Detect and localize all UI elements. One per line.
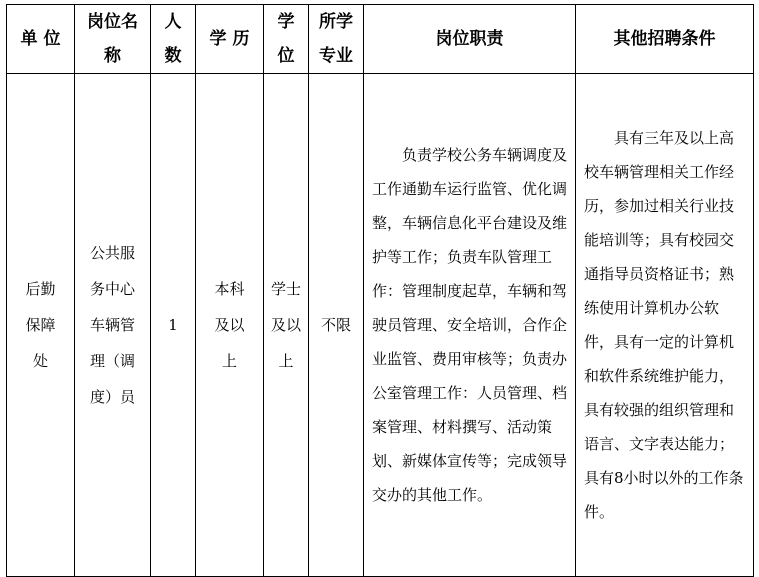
cell-position-name [75,74,151,577]
header-headcount [151,5,196,74]
recruitment-table [6,4,754,577]
cell-degree [264,74,309,577]
cell-education-text: 本科及以上 [214,280,245,370]
header-major-text: 所学专业 [319,12,353,66]
header-major [309,5,364,74]
cell-major [309,74,364,577]
cell-unit [7,74,75,577]
header-duties-text: 岗位职责 [435,29,504,49]
header-headcount-text: 人数 [164,12,182,66]
header-requirements [576,5,754,74]
cell-headcount-text: 1 [168,316,178,334]
header-duties [364,5,576,74]
cell-position-name-text: 公共服务中心车辆管理（调度）员 [89,244,135,406]
cell-duties-text: 负责学校公务车辆调度及工作通勤车运行监管、优化调整，车辆信息化平台建设及维护等工作；负责车队管理工作：管理制度起草，车辆和驾驶员管理、安全培训，合作企业监管、费用审核等；负责办公室管理工作：人员管理、档案管理、材料撰写、活动策划、新媒体宣传等；完成领导交办的其他工作。 [372,146,568,504]
header-unit [7,5,75,74]
header-education-text: 学 历 [209,29,250,49]
cell-duties [364,74,576,577]
cell-major-text: 不限 [320,316,351,334]
cell-requirements [576,74,754,577]
table-row [7,74,754,577]
cell-degree-text: 学士及以上 [270,280,301,370]
header-row [7,5,754,74]
header-requirements-text: 其他招聘条件 [613,29,716,49]
cell-requirements-text: 具有三年及以上高校车辆管理相关工作经历，参加过相关行业技能培训等；具有校园交通指导员资格证书；熟练使用计算机办公软件，具有一定的计算机和软件系统维护能力，具有较强的组织管理和语言、文字表达能力；具有8小时以外的工作条件。 [584,129,744,521]
cell-unit-text: 后勤保障处 [25,280,56,370]
cell-education [196,74,264,577]
header-education [196,5,264,74]
header-degree-text: 学位 [277,12,295,66]
header-position-name-text: 岗位名称 [87,12,138,66]
cell-headcount [151,74,196,577]
header-unit-text: 单 位 [20,29,61,49]
header-position-name [75,5,151,74]
header-degree [264,5,309,74]
